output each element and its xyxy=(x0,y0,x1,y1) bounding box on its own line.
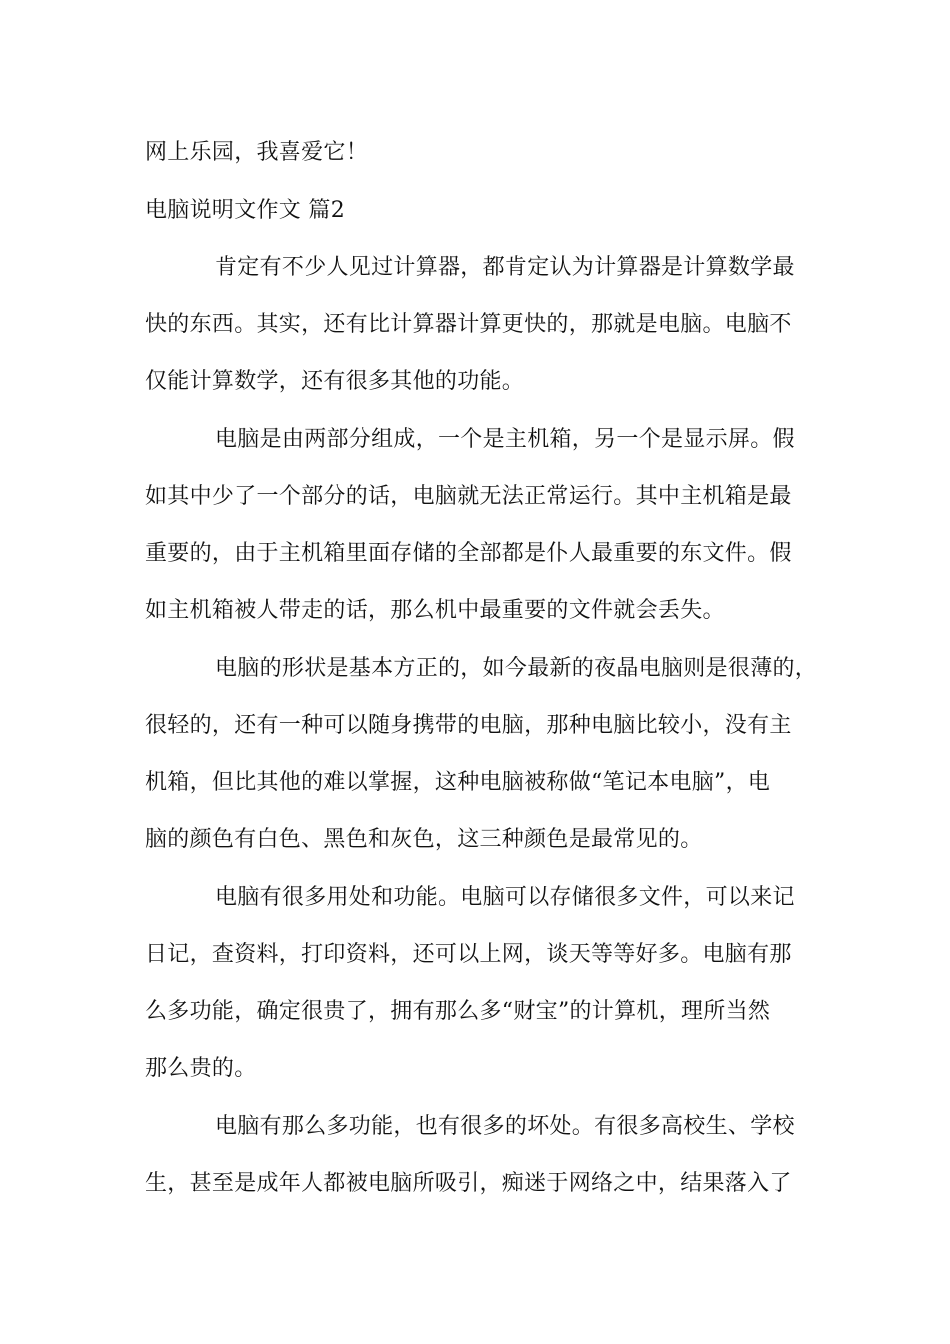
paragraph-2-line-3: 重要的，由于主机箱里面存储的全部都是仆人最重要的东文件。假 xyxy=(145,541,792,566)
paragraph-2-line-4: 如主机箱被人带走的话，那么机中最重要的文件就会丢失。 xyxy=(145,598,725,623)
paragraph-1-line-1: 肯定有不少人见过计算器，都肯定认为计算器是计算数学最 xyxy=(215,255,795,280)
paragraph-3-line-3: 机箱，但比其他的难以掌握，这种电脑被称做“笔记本电脑”，电 xyxy=(145,770,771,795)
paragraph-4-line-3: 么多功能，确定很贵了，拥有那么多“财宝”的计算机，理所当然 xyxy=(145,999,771,1024)
section-heading: 电脑说明文作文 篇2 xyxy=(145,198,345,223)
closing-sentence: 网上乐园，我喜爱它！ xyxy=(145,140,369,165)
paragraph-2-line-1: 电脑是由两部分组成，一个是主机箱，另一个是显示屏。假 xyxy=(215,427,795,452)
paragraph-4-line-2: 日记，查资料，打印资料，还可以上网，谈天等等好多。电脑有那 xyxy=(145,942,792,967)
paragraph-3-line-4: 脑的颜色有白色、黑色和灰色，这三种颜色是最常见的。 xyxy=(145,827,703,852)
paragraph-1-line-2: 快的东西。其实，还有比计算器计算更快的，那就是电脑。电脑不 xyxy=(145,312,792,337)
paragraph-5-line-1: 电脑有那么多功能，也有很多的坏处。有很多高校生、学校 xyxy=(215,1114,795,1139)
paragraph-1-line-3: 仅能计算数学，还有很多其他的功能。 xyxy=(145,369,525,394)
paragraph-3-line-2: 很轻的，还有一种可以随身携带的电脑，那种电脑比较小，没有主 xyxy=(145,713,792,738)
paragraph-4-line-4: 那么贵的。 xyxy=(145,1056,257,1081)
paragraph-4-line-1: 电脑有很多用处和功能。电脑可以存储很多文件，可以来记 xyxy=(215,885,795,910)
paragraph-2-line-2: 如其中少了一个部分的话，电脑就无法正常运行。其中主机箱是最 xyxy=(145,484,792,509)
paragraph-3-line-1: 电脑的形状是基本方正的，如今最新的夜晶电脑则是很薄的， xyxy=(215,656,818,681)
paragraph-5-line-2: 生，甚至是成年人都被电脑所吸引，痴迷于网络之中，结果落入了 xyxy=(145,1171,792,1196)
